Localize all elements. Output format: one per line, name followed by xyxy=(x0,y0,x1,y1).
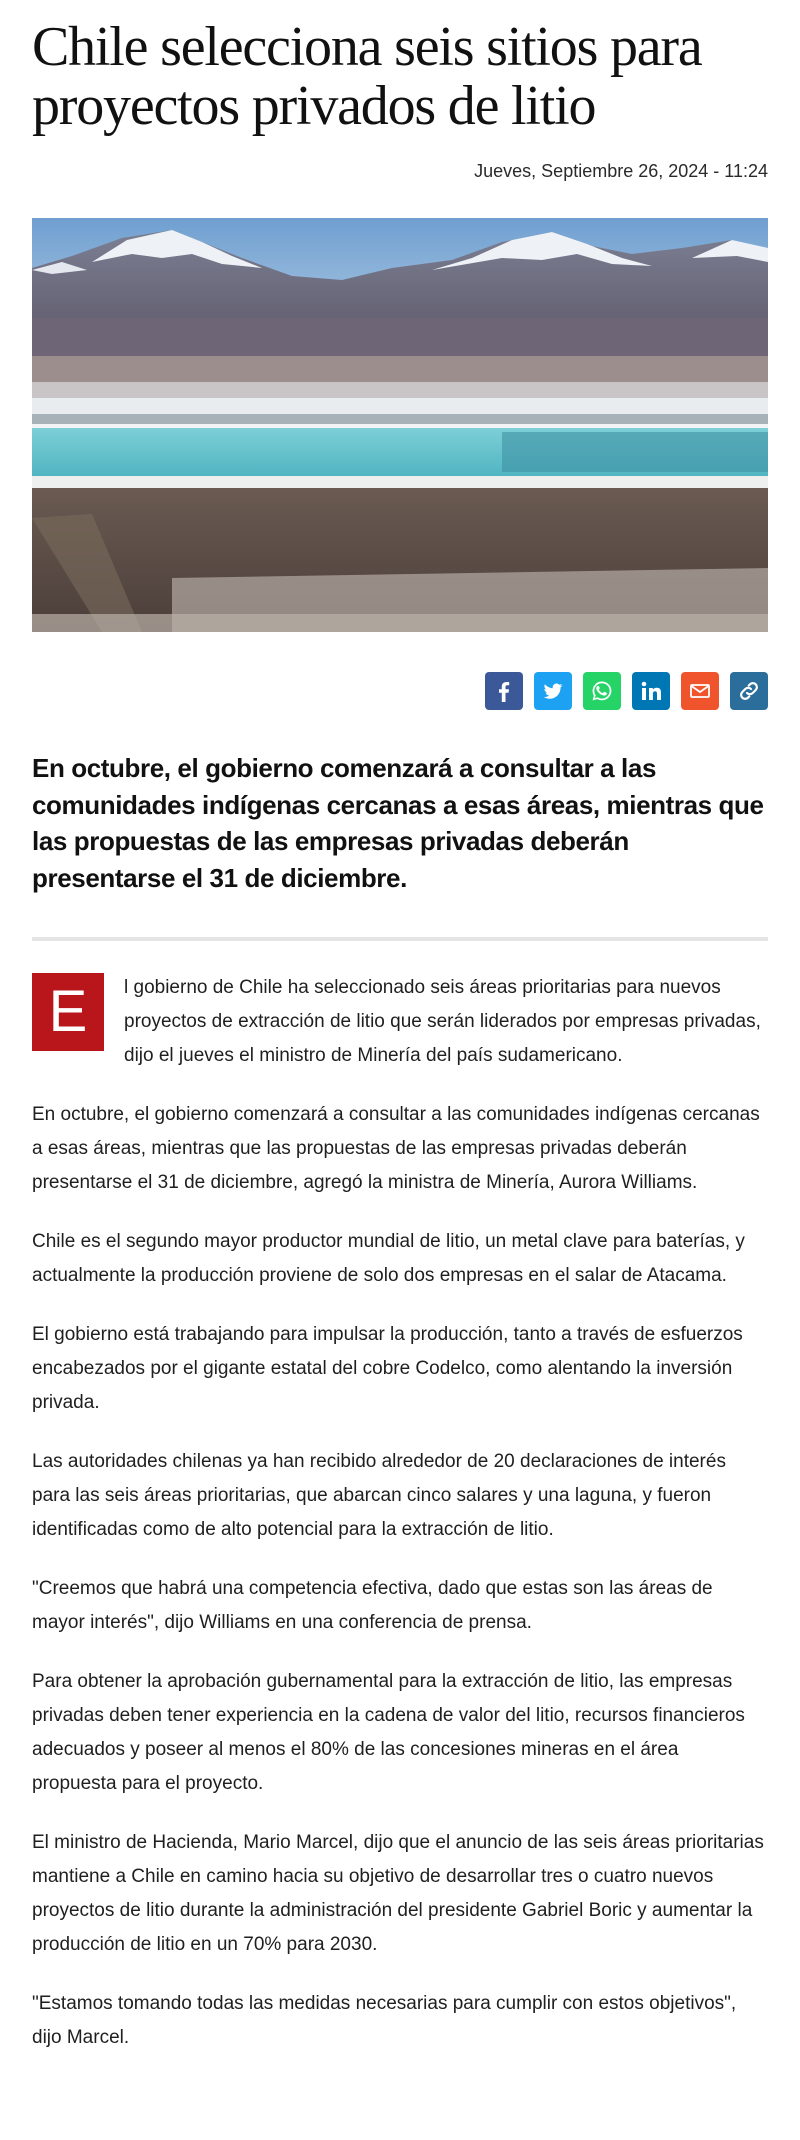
paragraph: El gobierno está trabajando para impulsar la producción, tanto a través de esfuerzos encabezados por el gigante estatal del cobre Codelco, como alentando la inversión privada. xyxy=(32,1324,743,1414)
article-headline: Chile selecciona seis sitios para proyectos privados de litio xyxy=(32,16,702,137)
paragraph: "Creemos que habrá una competencia efectiva, dado que estas son las áreas de mayor interés", dijo Williams en una conferencia de prensa. xyxy=(32,1578,713,1634)
paragraph: El ministro de Hacienda, Mario Marcel, dijo que el anuncio de las seis áreas prioritarias mantiene a Chile en camino hacia su objetivo de desarrollar tres o cuatro nuevos proyectos de litio durante la administración del presidente Gabriel Boric y aumentar la producción de litio en un 70% para 2030. xyxy=(32,1832,764,1956)
share-linkedin-button[interactable] xyxy=(632,672,670,710)
share-facebook-button[interactable] xyxy=(485,672,523,710)
article-lede: En octubre, el gobierno comenzará a consultar a las comunidades indígenas cercanas a esas áreas, mientras que las propuestas de las empresas privadas deberán presentarse el 31 de diciembre. xyxy=(32,752,764,894)
email-icon xyxy=(688,679,712,703)
paragraph: "Estamos tomando todas las medidas necesarias para cumplir con estos objetivos", dijo Marcel. xyxy=(32,1993,737,2049)
link-icon xyxy=(737,679,761,703)
share-email-button[interactable] xyxy=(681,672,719,710)
article-dateline: Jueves, Septiembre 26, 2024 - 11:24 xyxy=(474,160,768,181)
share-bar xyxy=(32,672,768,712)
paragraph: Chile es el segundo mayor productor mundial de litio, un metal clave para baterías, y actualmente la producción proviene de solo dos empresas en el salar de Atacama. xyxy=(32,1231,745,1287)
paragraph: Las autoridades chilenas ya han recibido alrededor de 20 declaraciones de interés para las seis áreas prioritarias, que abarcan cinco salares y una laguna, y fueron identificadas como de alto potencial para la extracción de litio. xyxy=(32,1451,726,1541)
divider xyxy=(32,937,768,941)
paragraph: En octubre, el gobierno comenzará a consultar a las comunidades indígenas cercanas a esas áreas, mientras que las propuestas de las empresas privadas deberán presentarse el 31 de diciembre, agregó la ministra de Minería, Aurora Williams. xyxy=(32,1104,760,1194)
share-twitter-button[interactable] xyxy=(534,672,572,710)
facebook-icon xyxy=(493,680,515,702)
linkedin-icon xyxy=(640,680,662,702)
hero-image xyxy=(32,218,768,632)
paragraph: Para obtener la aprobación gubernamental para la extracción de litio, las empresas privadas deben tener experiencia en la cadena de valor del litio, recursos financieros adecuados y poseer al menos el 80% de las concesiones mineras en el área propuesta para el proyecto. xyxy=(32,1671,745,1795)
paragraph: l gobierno de Chile ha seleccionado seis áreas prioritarias para nuevos proyectos de extracción de litio que serán liderados por empresas privadas, dijo el jueves el ministro de Minería del país sudamericano. xyxy=(124,977,761,1067)
share-whatsapp-button[interactable] xyxy=(583,672,621,710)
dropcap-letter: E xyxy=(32,973,104,1051)
article-body xyxy=(32,971,768,2055)
first-paragraph xyxy=(32,971,768,1098)
twitter-icon xyxy=(542,680,564,702)
whatsapp-icon xyxy=(590,679,614,703)
copy-link-button[interactable] xyxy=(730,672,768,710)
